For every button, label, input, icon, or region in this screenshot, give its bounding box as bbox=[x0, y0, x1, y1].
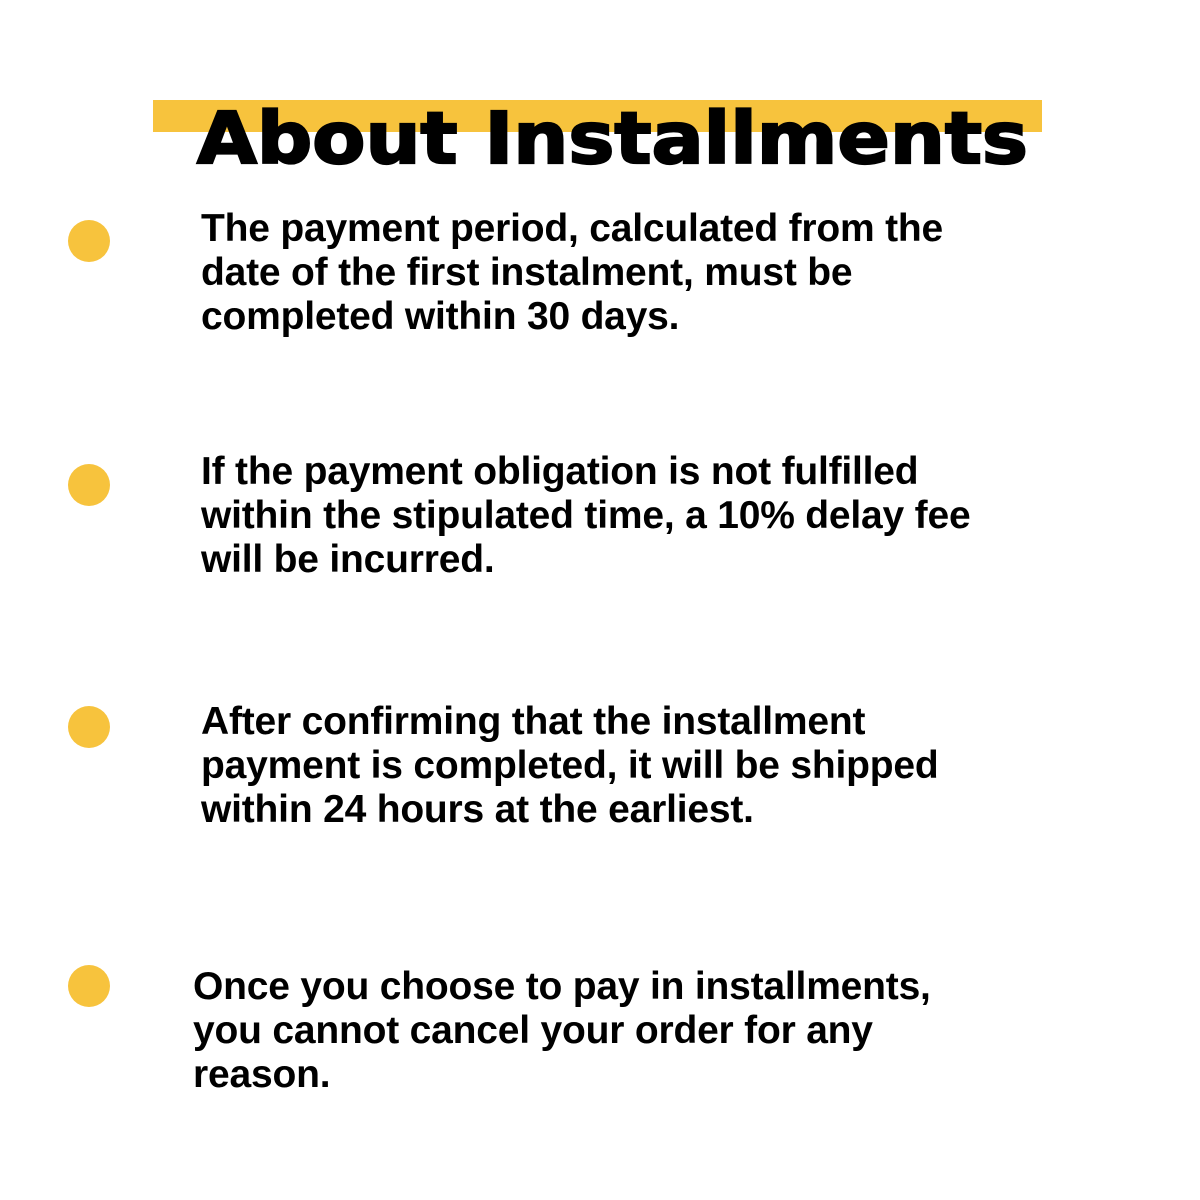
text-line: will be incurred. bbox=[201, 538, 495, 581]
list-item-text bbox=[201, 700, 938, 832]
text-line: The payment period, calculated from the bbox=[201, 207, 944, 250]
bullet-dot-icon bbox=[68, 706, 110, 748]
text-line: payment is completed, it will be shipped bbox=[201, 744, 939, 787]
bullet-dot-icon bbox=[68, 464, 110, 506]
list-item-text bbox=[201, 207, 943, 339]
text-line: within 24 hours at the earliest. bbox=[201, 788, 754, 831]
text-line: reason. bbox=[193, 1053, 331, 1096]
bullet-dot-icon bbox=[68, 220, 110, 262]
text-line: date of the first instalment, must be bbox=[201, 251, 853, 294]
text-line: After confirming that the installment bbox=[201, 700, 866, 743]
bullet-dot-icon bbox=[68, 965, 110, 1007]
text-line: If the payment obligation is not fulfilled bbox=[201, 450, 919, 493]
text-line: you cannot cancel your order for any bbox=[193, 1009, 873, 1052]
text-line: completed within 30 days. bbox=[201, 295, 680, 338]
page-title: About Installments bbox=[197, 96, 1029, 180]
list-item-text bbox=[193, 965, 931, 1097]
text-line: within the stipulated time, a 10% delay fee bbox=[201, 494, 971, 537]
list-item-text bbox=[201, 450, 970, 582]
text-line: Once you choose to pay in installments, bbox=[193, 965, 931, 1008]
